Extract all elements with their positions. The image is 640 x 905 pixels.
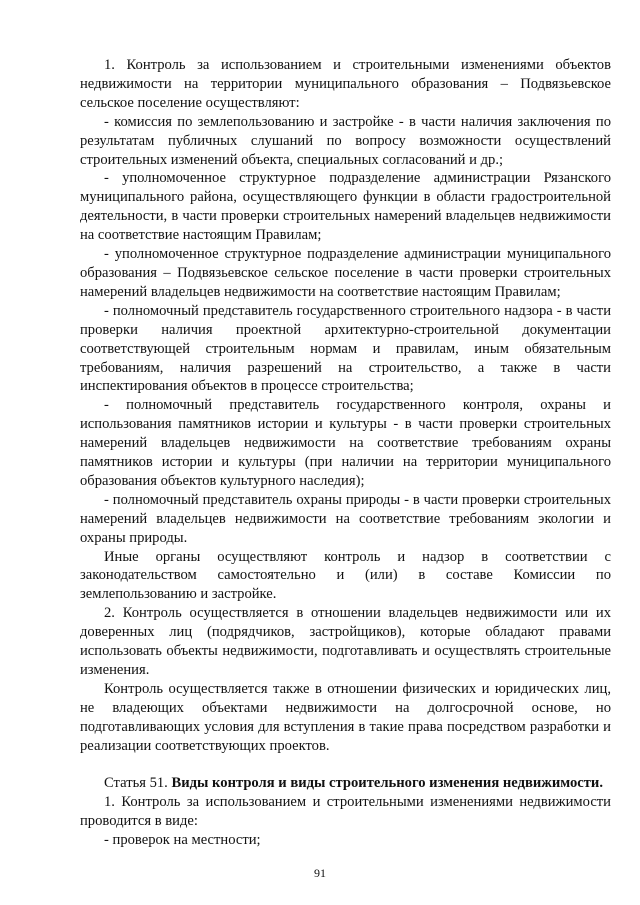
article-title: Виды контроля и виды строительного изменения недвижимости. [171, 775, 603, 792]
list-item-field-checks: - проверок на местности; [104, 832, 261, 849]
list-item-construction-supervision: - полномочный представитель государственного строительного надзора - в части проверки наличия проектной архитектурно-строительной документации соответствующей строительным нормам и правилам, иным обязательным требованиям, наличия разрешений на строительство, а также в части инспектирования объектов в процессе строительства; [80, 302, 611, 395]
list-item-nature-protection: - полномочный представитель охраны природы - в части проверки строительных намерений владельцев недвижимости на соответствие требованиям экологии и охраны природы. [80, 491, 611, 546]
list-item-commission: - комиссия по землепользованию и застройке - в части наличия заключения по результатам публичных слушаний по вопросу возможности осуществлений строительных изменений объекта, специальных согласований и др.; [80, 113, 611, 168]
list-item-district-administration: - уполномоченное структурное подразделение администрации Рязанского муниципального района, осуществляющего функции в области градостроительной деятельности, в части проверки строительных намерений владельцев недвижимости на соответствие настоящим Правилам; [80, 170, 611, 244]
article-number: Статья 51. [104, 775, 172, 792]
page-number: 91 [314, 866, 326, 880]
document-body [80, 56, 611, 850]
paragraph-control-individuals: Контроль осуществляется также в отношении физических и юридических лиц, не владеющих объектами недвижимости на долгосрочной основе, но подготавливающих условия для вступления в такие права посредством разработки и реализации соответствующих проектов. [80, 680, 611, 754]
list-item-heritage-protection: - полномочный представитель государственного контроля, охраны и использования памятников истории и культуры - в части проверки строительных намерений владельцев недвижимости на соответствие требованиям охраны памятников истории и культуры (при наличии на территории муниципального образования объектов культурного наследия); [80, 397, 611, 489]
list-item-settlement-administration: - уполномоченное структурное подразделение администрации муниципального образования – Подвязьевское сельское поселение в части проверки строительных намерений владельцев недвижимости на соответствие настоящим Правилам; [80, 246, 611, 300]
article-heading [80, 774, 611, 793]
paragraph-control-subjects: 2. Контроль осуществляется в отношении владельцев недвижимости или их доверенных лиц (подрядчиков, застройщиков), которые обладают правами использовать объекты недвижимости, подготавливать и осуществлять строительные изменения. [80, 605, 611, 678]
paragraph-control-bodies: 1. Контроль за использованием и строительными изменениями объектов недвижимости на территории муниципального образования – Подвязьевское сельское поселение осуществляют: [80, 57, 611, 111]
paragraph-other-bodies: Иные органы осуществляют контроль и надзор в соответствии с законодательством самостоятельно и (или) в составе Комиссии по землепользованию и застройке. [80, 548, 611, 603]
paragraph-control-forms: 1. Контроль за использованием и строительными изменениями недвижимости проводится в виде: [80, 794, 611, 830]
